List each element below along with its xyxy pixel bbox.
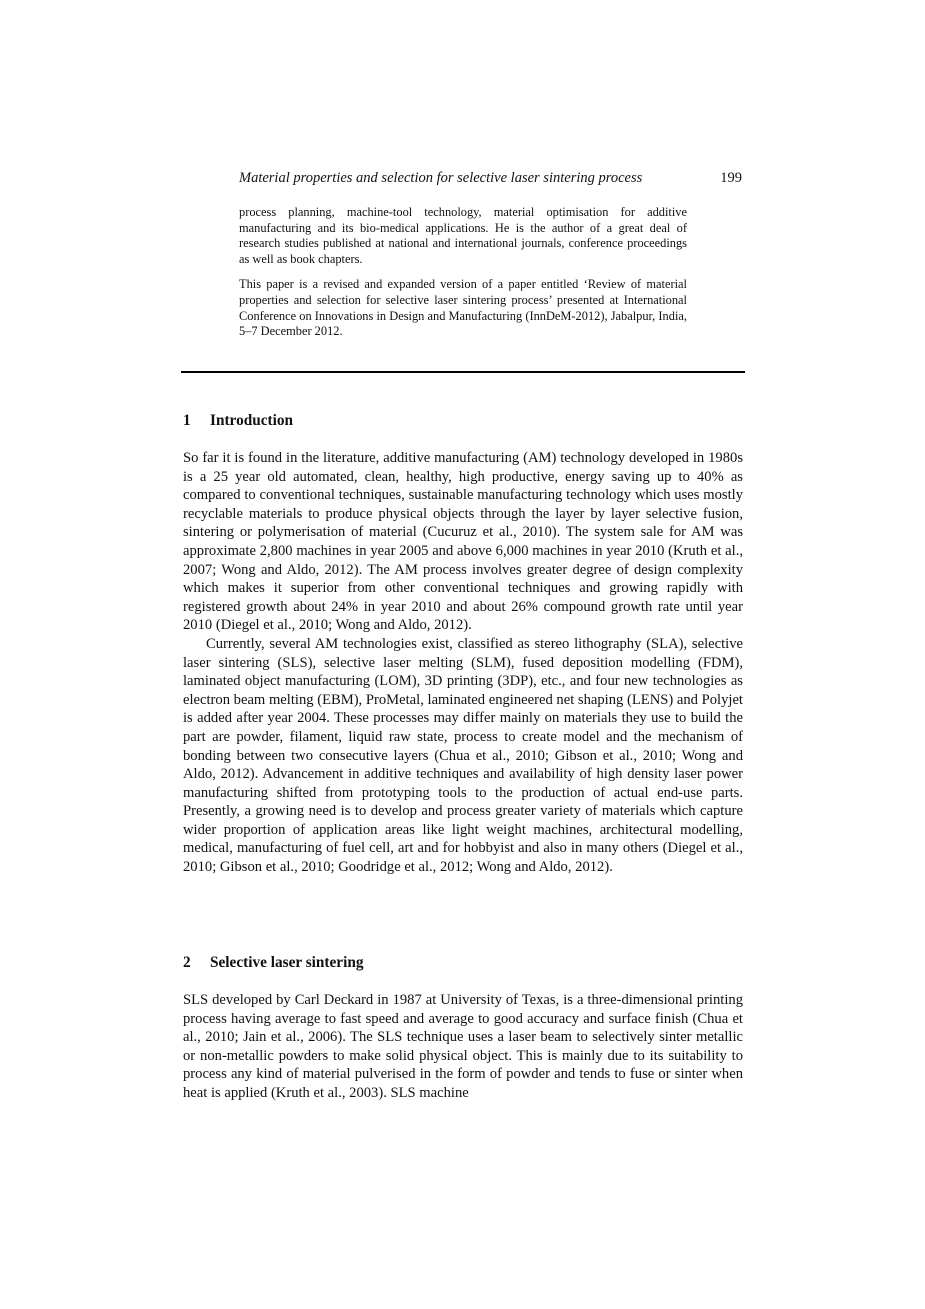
- section-number: 2: [183, 954, 191, 971]
- section-introduction: [183, 411, 743, 877]
- bio-paragraph: This paper is a revised and expanded version of a paper entitled ‘Review of material properties and selection for selective laser sintering process’ presented at International Conference on Innovations in Design and Manufacturing (InnDeM-2012), Jabalpur, India, 5–7 December 2012.: [239, 277, 687, 339]
- section-number: 1: [183, 412, 191, 429]
- running-title: Material properties and selection for selective laser sintering process: [239, 170, 643, 186]
- body-paragraph: Currently, several AM technologies exist, classified as stereo lithography (SLA), selective laser sintering (SLS), selective laser melting (SLM), fused deposition modelling (FDM), laminated object manufacturing (LOM), 3D printing (3DP), etc., and four new technologies as electron beam melting (EBM), ProMetal, laminated engineered net shaping (LENS) and Polyjet is added after year 2004. These processes may differ mainly on materials they use to build the part are powder, filament, liquid raw state, process to create model and the mechanism of bonding between two consecutive layers (Chua et al., 2010; Gibson et al., 2010; Wong and Aldo, 2012). Advancement in additive techniques and availability of high density laser power manufacturing shifted from prototyping tools to the production of actual end-use parts. Presently, a growing need is to develop and process greater variety of materials which capture wider proportion of application areas like light weight machines, architectural modelling, medical, manufacturing of fuel cell, art and for hobbyist and also in many others (Diegel et al., 2010; Gibson et al., 2010; Goodridge et al., 2012; Wong and Aldo, 2012).: [183, 635, 743, 876]
- bio-paragraph: process planning, machine-tool technology, material optimisation for additive manufacturing and its bio-medical applications. He is the author of a great deal of research studies published at national and international journals, conference proceedings as well as book chapters.: [239, 205, 687, 266]
- section-title: Introduction: [210, 412, 294, 429]
- running-header: [239, 168, 742, 188]
- section-heading: [183, 411, 743, 431]
- body-paragraph: So far it is found in the literature, additive manufacturing (AM) technology developed in 1980s is a 25 year old automated, clean, healthy, high productive, energy saving up to 40% as compared to conventional techniques, sustainable manufacturing technology which uses mostly recyclable materials to produce physical objects through the layer by layer selective fusion, sintering or polymerisation of material (Cucuruz et al., 2010). The system sale for AM was approximate 2,800 machines in year 2005 and above 6,000 machines in year 2010 (Kruth et al., 2007; Wong and Aldo, 2012). The AM process involves greater degree of design complexity which makes it superior from other conventional techniques and growing rapidly with registered growth about 24% in year 2010 and about 26% compound growth rate until year 2010 (Diegel et al., 2010; Wong and Aldo, 2012).: [183, 450, 743, 634]
- section-heading: [183, 953, 743, 973]
- author-bio: [239, 205, 687, 350]
- section-selective-laser-sintering: [183, 953, 743, 1103]
- section-divider: [181, 371, 745, 373]
- section-title: Selective laser sintering: [210, 954, 364, 971]
- body-paragraph: SLS developed by Carl Deckard in 1987 at University of Texas, is a three-dimensional printing process having average to fast speed and average to good accuracy and surface finish (Chua et al., 2010; Jain et al., 2006). The SLS technique uses a laser beam to selectively sinter metallic or non-metallic powders to make solid physical object. This is mainly due to its suitability to process any kind of material pulverised in the form of powder and tends to fuse or sinter when heat is applied (Kruth et al., 2003). SLS machine: [183, 992, 743, 1101]
- page-number: 199: [720, 170, 742, 186]
